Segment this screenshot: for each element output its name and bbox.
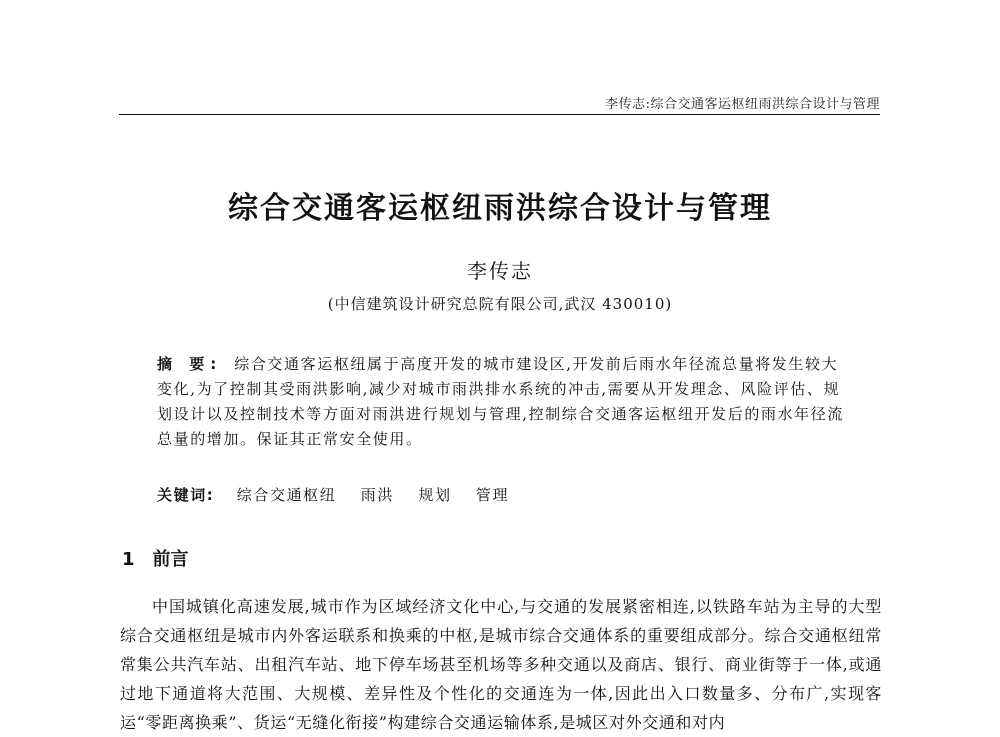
- author-affiliation: (中信建筑设计研究总院有限公司,武汉 430010): [327, 295, 673, 313]
- keywords: [157, 484, 847, 505]
- running-header: 李传志:综合交通客运枢纽雨洪综合设计与管理: [605, 97, 880, 112]
- keyword: 综合交通枢纽: [236, 486, 337, 504]
- author-name: 李传志: [467, 259, 533, 283]
- abstract-text: 综合交通客运枢纽属于高度开发的城市建设区,开发前后雨水年径流总量将发生较大变化,为了控制其受雨洪影响,减少对城市雨洪排水系统的冲击,需要从开发理念、风险评估、规划设计以及控制技术等方面对雨洪进行规划与管理,控制综合交通客运枢纽开发后的雨水年径流总量的增加。保证其正常安全使用。: [157, 355, 844, 448]
- section-heading: [122, 545, 189, 571]
- section-number: 1: [122, 549, 135, 570]
- abstract: [157, 352, 847, 452]
- keyword: 雨洪: [360, 486, 394, 504]
- paper-title: 综合交通客运枢纽雨洪综合设计与管理: [228, 191, 772, 226]
- abstract-label: 摘 要:: [157, 355, 223, 373]
- keywords-label: 关键词:: [157, 486, 215, 504]
- section-title: 前言: [152, 549, 189, 570]
- keyword: 规划: [418, 486, 452, 504]
- keyword: 管理: [475, 486, 510, 504]
- body-paragraph: 中国城镇化高速发展,城市作为区域经济文化中心,与交通的发展紧密相连,以铁路车站为主导的大型综合交通枢纽是城市内外客运联系和换乘的中枢,是城市综合交通体系的重要组成部分。综合交通枢纽常常集公共汽车站、出租汽车站、地下停车场甚至机场等多种交通以及商店、银行、商业街等于一体,或通过地下通道将大范围、大规模、差异性及个性化的交通连为一体,因此出入口数量多、分布广,实现客运“零距离换乘”、货运“无缝化衔接”构建综合交通运输体系,是城区对外交通和对内: [120, 597, 882, 732]
- header-rule: [119, 114, 880, 115]
